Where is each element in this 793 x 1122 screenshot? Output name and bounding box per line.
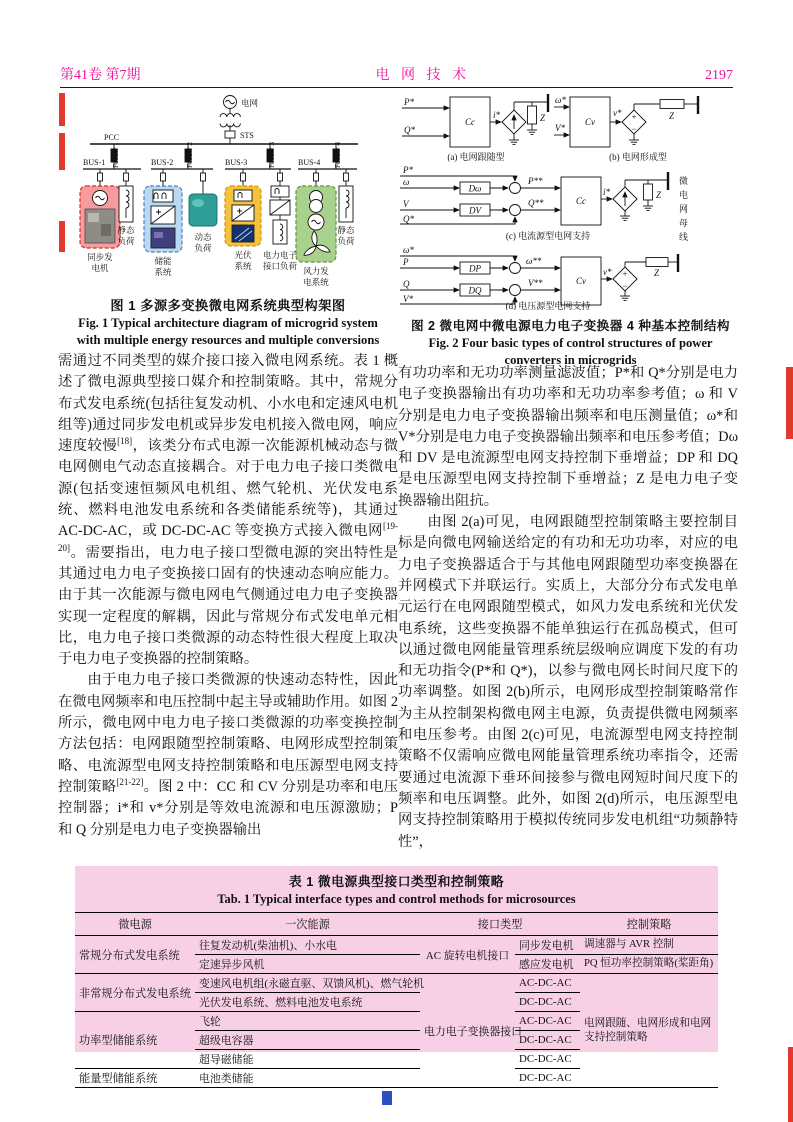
pv-block: [225, 186, 261, 246]
cell-energy: 变速风电机组(永磁直驱、双馈风机)、燃气轮机: [195, 974, 420, 993]
bus1-label: BUS-1: [83, 158, 106, 167]
feeder1-label: Feeder 1: [111, 141, 120, 168]
cell-energy: 超导磁储能: [195, 1050, 420, 1069]
fig1-diagram: [58, 94, 398, 290]
transformer-icon: [220, 114, 240, 127]
d-v-ref-label: V*: [403, 294, 413, 304]
cell-interface: DC-DC-AC: [515, 1031, 580, 1050]
static-load-2-icon: [339, 186, 353, 222]
cell-energy: 飞轮: [195, 1012, 420, 1031]
page-number: 2197: [705, 68, 733, 83]
d-droop-q-label: DQ: [468, 285, 482, 296]
cell-source: 能量型储能系统: [79, 1073, 158, 1085]
microsource-interface-table: [75, 912, 718, 1088]
left-paragraph-1: 需通过不同类型的媒介接口接入微电网系统。表 1 概述了微电源典型接口媒介和控制策略。其中，常规分布式发电系统(包括往复发动机、小水电和定速风电机组等)通过同步发电机或异步发电机接入微电网，响应速度较慢[18]，该类分布式电源一次能源机械动态与微电网侧电气动态直接耦合。对于电力电子接口类微电源(包括变速恒频风电机组、燃气轮机、光伏发电系统、燃料电池发电系统和各类储能系统等)，其通过 AC-DC-AC，或 DC-DC-AC 等变换方式接入微电网[19-20]。需要指出，电力电子接口型微电源的突出特性是其通过电力电子变换接口固有的快速动态响应能力。由于其一次能源与微电网电气侧通过电力电子变换器实现一定程度的解耦，因此与常规分布式发电单元相比，电力电子接口类微源的动态特性很大程度上取决于电力电子变换器的控制策略。: [58, 353, 399, 668]
sync-generator-block: [80, 186, 120, 248]
cell-interface-medium: 电力电子变换器接口: [424, 1025, 523, 1038]
c-q-ref-label: Q*: [403, 214, 414, 224]
fig1-caption-en-2: with multiple energy resources and multiple conversions: [76, 333, 380, 347]
right-paragraph-1: 有功功率和无功功率测量滤波值；P*和 Q*分别是电力电子变换器输出有功功率和无功功率参考值；ω 和 V 分别是电力电子变换器输出频率和电压测量值；ω*和 V*分别是电力电子变换器输出频率和电压参考值；Dω 和 DV 是电流源型电网支持控制下垂增益；DP 和 DQ 是电压源型电网支持控制下垂增益；Z 是电力电子变换器输出阻抗。: [398, 365, 738, 509]
static-load2-label-1: 静态: [337, 225, 355, 235]
cell-energy: 光伏发电系统、燃料电池发电系统: [195, 993, 420, 1012]
storage-label-1: 储能: [154, 256, 172, 266]
dynamic-load-label-2: 负荷: [194, 243, 212, 253]
c-p-ref-label: P*: [403, 165, 413, 175]
b-plus-sign: +: [631, 112, 637, 122]
sts-switch-icon: [225, 131, 235, 138]
cell-energy: 往复发动机(柴油机)、小水电: [195, 936, 420, 955]
d-controller-label: Cv: [576, 276, 586, 286]
cell-source: 非常规分布式发电系统: [75, 974, 195, 1012]
table1-title-zh: 表 1 微电源典型接口类型和控制策略: [288, 874, 505, 889]
cell-interface: AC-DC-AC: [515, 974, 580, 993]
header-rule: [60, 87, 733, 88]
dynamic-load-label-1: 动态: [194, 232, 212, 242]
cell-interface-medium: AC 旋转电机接口: [420, 936, 515, 974]
right-paragraph-2: 由图 2(a)可见，电网跟随型控制策略主要控制目标是向微电网输送给定的有功和无功功率，对应的电力电子变换器适合于与其他电网跟随型功率变换器在并网模式下并联运行。实质上，大部分分布式发电单元运行在电网跟随型模式，如风力发电系统和光伏发电系统，这些变换器不能单独运行在孤岛模式，但可以通过微电网能量管理系统层级响应调度下发的有功和无功指令(P*和 Q*)，以参与微电网长时间尺度下的功率调整。如图 2(b)所示，电网形成型控制策略常作为主从控制架构微电网主电源，负责提供微电网频率和电压参考。由图 2(c)可见，电流源型电网支持控制策略不仅需响应微电网能量管理系统功率指令，还需要通过电流源下垂环间接参与微电网短时间尺度下的频率和电压调整。此外，如图 2(d)所示，电压源型电网支持控制策略用于模拟传统同步发电机组“功频静特性”，: [398, 514, 738, 850]
figure-2-control-structures: [398, 94, 743, 368]
pv-label-2: 系统: [234, 261, 252, 271]
fig2a-grid-following: [402, 94, 548, 147]
figure-1-microgrid-architecture: [58, 94, 398, 348]
d-plus-sign: +: [622, 269, 628, 279]
static-load1-label-1: 静态: [117, 225, 135, 235]
sts-label: STS: [240, 131, 254, 140]
bus2-label: BUS-2: [151, 158, 174, 167]
pcc-label: PCC: [104, 133, 120, 142]
storage-label-2: 系统: [154, 267, 172, 277]
static-load1-label-2: 负荷: [117, 236, 135, 246]
a-p-ref-label: P*: [404, 97, 414, 107]
left-text-column: [58, 351, 398, 841]
b-minus-sign: −: [631, 124, 637, 134]
table-1-block: [75, 866, 718, 1085]
cell-energy: 定速异步风机: [195, 955, 420, 974]
a-q-ref-label: Q*: [404, 125, 415, 135]
table-header-row: [75, 913, 718, 936]
feeder3-label: Feeder 3: [267, 141, 276, 168]
scan-artifact-right-2: [788, 1047, 793, 1122]
motor-photo: [189, 194, 217, 226]
left-paragraph-2: 由于电力电子接口类微源的快速动态特性，因此在微电网频率和电压控制中起主导或辅助作用。如图 2 所示，微电网中电力电子接口类微源的功率变换控制方法包括：电网跟随型控制策略、电网形成型控制策略、电流源型电网支持控制策略和电压源型电网支持控制策略[21-22]。图 2 中：CC 和 CV 分别是功率和电压控制器；i*和 v*分别是等效电流源和电压源激励；P 和 Q 分别是电力电子变换器输出: [58, 672, 398, 838]
fig2-caption-zh: 图 2 微电网中微电源电力电子变换器 4 种基本控制结构: [410, 319, 731, 333]
c-v-label: V: [403, 199, 409, 209]
c-droop-omega-label: Dω: [468, 183, 482, 194]
fig2b-caption: (b) 电网形成型: [609, 152, 667, 162]
cell-control: 电网跟随、电网形成和电网支持控制策略: [584, 1018, 712, 1043]
cell-interface: 同步发电机: [515, 936, 580, 955]
a-impedance-label: Z: [540, 113, 546, 123]
wind-block: [296, 186, 336, 262]
cell-interface: DC-DC-AC: [515, 993, 580, 1012]
cell-energy: 超级电容器: [195, 1031, 420, 1050]
cell-control: PQ 恒功率控制策略(桨距角): [580, 955, 718, 974]
d-droop-p-label: DP: [469, 263, 481, 274]
right-text-column: [398, 363, 738, 853]
wind-label-2: 电系统: [303, 277, 329, 287]
journal-title: 电 网 技 术: [375, 68, 470, 83]
cell-interface: AC-DC-AC: [515, 1012, 580, 1031]
a-current-label: i*: [493, 110, 501, 120]
c-current-label: i*: [603, 187, 611, 197]
feeder4-label: Feeder 4: [333, 141, 342, 168]
sync-gen-label-2: 电机: [91, 263, 109, 273]
d-impedance-label: Z: [654, 268, 660, 278]
fig2a-caption: (a) 电网跟随型: [447, 152, 505, 162]
fig2c-caption: (c) 电流源型电网支持: [505, 231, 591, 241]
fig1-caption-en-1: Fig. 1 Typical architecture diagram of microgrid system: [78, 316, 378, 330]
a-controller-label: Cc: [465, 117, 475, 127]
bus3-label: BUS-3: [225, 158, 248, 167]
table-row: [75, 936, 718, 955]
col-header-primary-energy: 一次能源: [195, 913, 420, 936]
c-droop-v-label: DV: [469, 205, 481, 216]
d-voltage-label: v*: [603, 267, 612, 277]
fig2d-caption: (d) 电压源型电网支持: [505, 301, 591, 310]
col-header-microsource: 微电源: [75, 913, 195, 936]
scan-artifact-right-1: [786, 367, 793, 439]
microgrid-bus-label: 微电网母线: [678, 176, 688, 246]
utility-grid-icon: [224, 96, 237, 109]
c-q-cmd-label: Q**: [528, 198, 544, 208]
cell-source: 常规分布式发电系统: [75, 936, 195, 974]
b-controller-label: Cv: [585, 117, 595, 127]
sync-gen-label-1: 同步发: [87, 252, 113, 262]
col-header-interface-type: 接口类型: [420, 913, 580, 936]
fig2b-grid-forming: [554, 96, 698, 147]
fig2-diagram: [398, 94, 743, 310]
c-impedance-label: Z: [656, 190, 662, 200]
cell-interface: DC-DC-AC: [519, 1072, 572, 1084]
running-header: [60, 64, 733, 84]
d-omega-ref-label: ω*: [403, 245, 414, 255]
storage-block: [144, 186, 182, 252]
cell-energy: 电池类储能: [199, 1073, 254, 1085]
scan-artifact-blue-mark: [382, 1091, 392, 1105]
d-minus-sign: −: [622, 281, 628, 291]
pe-load-label-1: 电力电子: [262, 250, 298, 260]
feeder2-label: Feeder 2: [185, 141, 194, 168]
static-load2-label-2: 负荷: [337, 236, 355, 246]
b-omega-ref-label: ω*: [555, 95, 566, 105]
bus4-label: BUS-4: [298, 158, 321, 167]
col-header-control-strategy: 控制策略: [580, 913, 718, 936]
cell-interface: 感应发电机: [515, 955, 580, 974]
table-row: [75, 974, 718, 993]
b-v-ref-label: V*: [555, 123, 565, 133]
wind-label-1: 风力发: [303, 266, 329, 276]
fig1-caption-zh: 图 1 多源多变换微电网系统典型构架图: [110, 298, 346, 313]
cell-control: 调速器与 AVR 控制: [580, 936, 718, 955]
pe-interface-load-icon: [270, 186, 290, 244]
cell-source: 功率型储能系统: [75, 1012, 195, 1069]
volume-issue: 第41卷 第7期: [60, 68, 141, 83]
cell-interface: DC-DC-AC: [515, 1050, 580, 1069]
static-load-1-icon: [119, 186, 133, 222]
c-omega-label: ω: [403, 177, 410, 187]
table1-title-en: Tab. 1 Typical interface types and control methods for microsources: [217, 892, 576, 906]
d-omega-cmd-label: ω**: [526, 256, 542, 266]
fig2-caption-en-2: converters in microgrids: [504, 353, 637, 367]
b-impedance-label: Z: [669, 111, 675, 121]
fig2-caption-en-1: Fig. 2 Four basic types of control structures of power: [428, 336, 713, 350]
d-q-label: Q: [403, 279, 410, 289]
c-controller-label: Cc: [576, 196, 586, 206]
c-p-cmd-label: P**: [528, 176, 543, 186]
grid-label: 电网: [241, 98, 259, 108]
pv-label-1: 光伏: [234, 250, 252, 260]
solar-photo: [232, 225, 254, 242]
d-v-cmd-label: V**: [528, 278, 543, 288]
b-voltage-label: v*: [613, 108, 622, 118]
pe-load-label-2: 接口负荷: [262, 261, 298, 271]
d-p-label: P: [403, 257, 409, 267]
